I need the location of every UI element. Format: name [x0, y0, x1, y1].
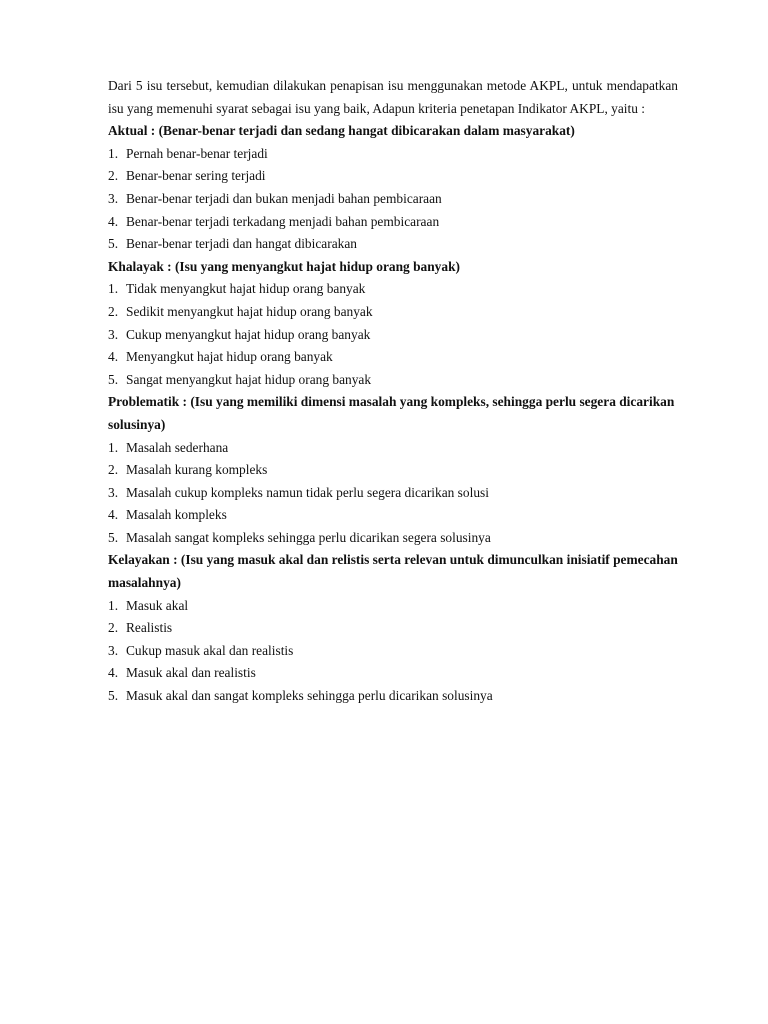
item-text: Pernah benar-benar terjadi: [126, 145, 268, 161]
list-item: [108, 482, 678, 505]
section-kelayakan: [108, 549, 678, 707]
intro-paragraph: Dari 5 isu tersebut, kemudian dilakukan penapisan isu menggunakan metode AKPL, untuk mendapatkan isu yang memenuhi syarat sebagai isu yang baik, Adapun kriteria penetapan Indikator AKPL, yaitu :: [108, 78, 678, 116]
item-number: 2.: [108, 462, 119, 478]
item-number: 1.: [108, 281, 119, 297]
list-item: [108, 504, 678, 527]
item-text: Masalah kurang kompleks: [126, 462, 268, 478]
item-text: Benar-benar sering terjadi: [126, 168, 266, 184]
item-number: 4.: [108, 213, 119, 229]
item-text: Sangat menyangkut hajat hidup orang banyak: [126, 371, 372, 387]
item-text: Masalah sangat kompleks sehingga perlu dicarikan segera solusinya: [126, 529, 491, 545]
list-item: [108, 346, 678, 369]
item-text: Masalah cukup kompleks namun tidak perlu segera dicarikan solusi: [126, 484, 489, 500]
item-text: Masuk akal dan realistis: [126, 665, 256, 681]
item-text: Benar-benar terjadi dan bukan menjadi bahan pembicaraan: [126, 190, 442, 206]
item-number: 3.: [108, 484, 119, 500]
section-title: Khalayak : (Isu yang menyangkut hajat hidup orang banyak): [108, 258, 460, 274]
section-problematik: [108, 391, 678, 549]
item-number: 3.: [108, 642, 119, 658]
item-number: 4.: [108, 507, 119, 523]
item-text: Realistis: [126, 620, 173, 636]
item-text: Sedikit menyangkut hajat hidup orang banyak: [126, 303, 373, 319]
list-item: [108, 662, 678, 685]
item-number: 3.: [108, 326, 119, 342]
item-number: 5.: [108, 371, 119, 387]
item-text: Menyangkut hajat hidup orang banyak: [126, 349, 333, 365]
item-number: 4.: [108, 665, 119, 681]
item-text: Masalah kompleks: [126, 507, 227, 523]
criteria-list: [108, 143, 678, 256]
list-item: [108, 324, 678, 347]
list-item: [108, 301, 678, 324]
criteria-list: [108, 278, 678, 391]
item-text: Masuk akal: [126, 597, 189, 613]
item-number: 5.: [108, 529, 119, 545]
item-number: 1.: [108, 597, 119, 613]
section-title: Kelayakan : (Isu yang masuk akal dan relistis serta relevan untuk dimunculkan inisiatif pemecahan masalahnya): [108, 552, 678, 591]
item-number: 1.: [108, 439, 119, 455]
item-number: 3.: [108, 190, 119, 206]
section-khalayak: [108, 256, 678, 392]
item-number: 2.: [108, 620, 119, 636]
item-number: 1.: [108, 145, 119, 161]
item-number: 5.: [108, 688, 119, 704]
list-item: [108, 685, 678, 708]
item-number: 4.: [108, 349, 119, 365]
list-item: [108, 278, 678, 301]
item-number: 2.: [108, 303, 119, 319]
item-text: Cukup masuk akal dan realistis: [126, 642, 294, 658]
list-item: [108, 437, 678, 460]
section-aktual: [108, 120, 678, 256]
item-text: Cukup menyangkut hajat hidup orang banyak: [126, 326, 371, 342]
item-text: Benar-benar terjadi terkadang menjadi bahan pembicaraan: [126, 213, 440, 229]
list-item: [108, 143, 678, 166]
list-item: [108, 165, 678, 188]
list-item: [108, 527, 678, 550]
list-item: [108, 617, 678, 640]
item-text: Masalah sederhana: [126, 439, 229, 455]
criteria-list: [108, 595, 678, 708]
section-title: Aktual : (Benar-benar terjadi dan sedang hangat dibicarakan dalam masyarakat): [108, 123, 575, 139]
list-item: [108, 233, 678, 256]
section-title: Problematik : (Isu yang memiliki dimensi masalah yang kompleks, sehingga perlu segera dicarikan solusinya): [108, 394, 675, 432]
list-item: [108, 369, 678, 392]
criteria-list: [108, 437, 678, 550]
list-item: [108, 459, 678, 482]
item-text: Benar-benar terjadi dan hangat dibicarakan: [126, 236, 357, 252]
list-item: [108, 595, 678, 618]
document-page: [108, 75, 678, 708]
item-number: 2.: [108, 168, 119, 184]
list-item: [108, 188, 678, 211]
item-text: Tidak menyangkut hajat hidup orang banyak: [126, 281, 366, 297]
item-text: Masuk akal dan sangat kompleks sehingga perlu dicarikan solusinya: [126, 688, 493, 704]
list-item: [108, 211, 678, 234]
list-item: [108, 640, 678, 663]
item-number: 5.: [108, 236, 119, 252]
